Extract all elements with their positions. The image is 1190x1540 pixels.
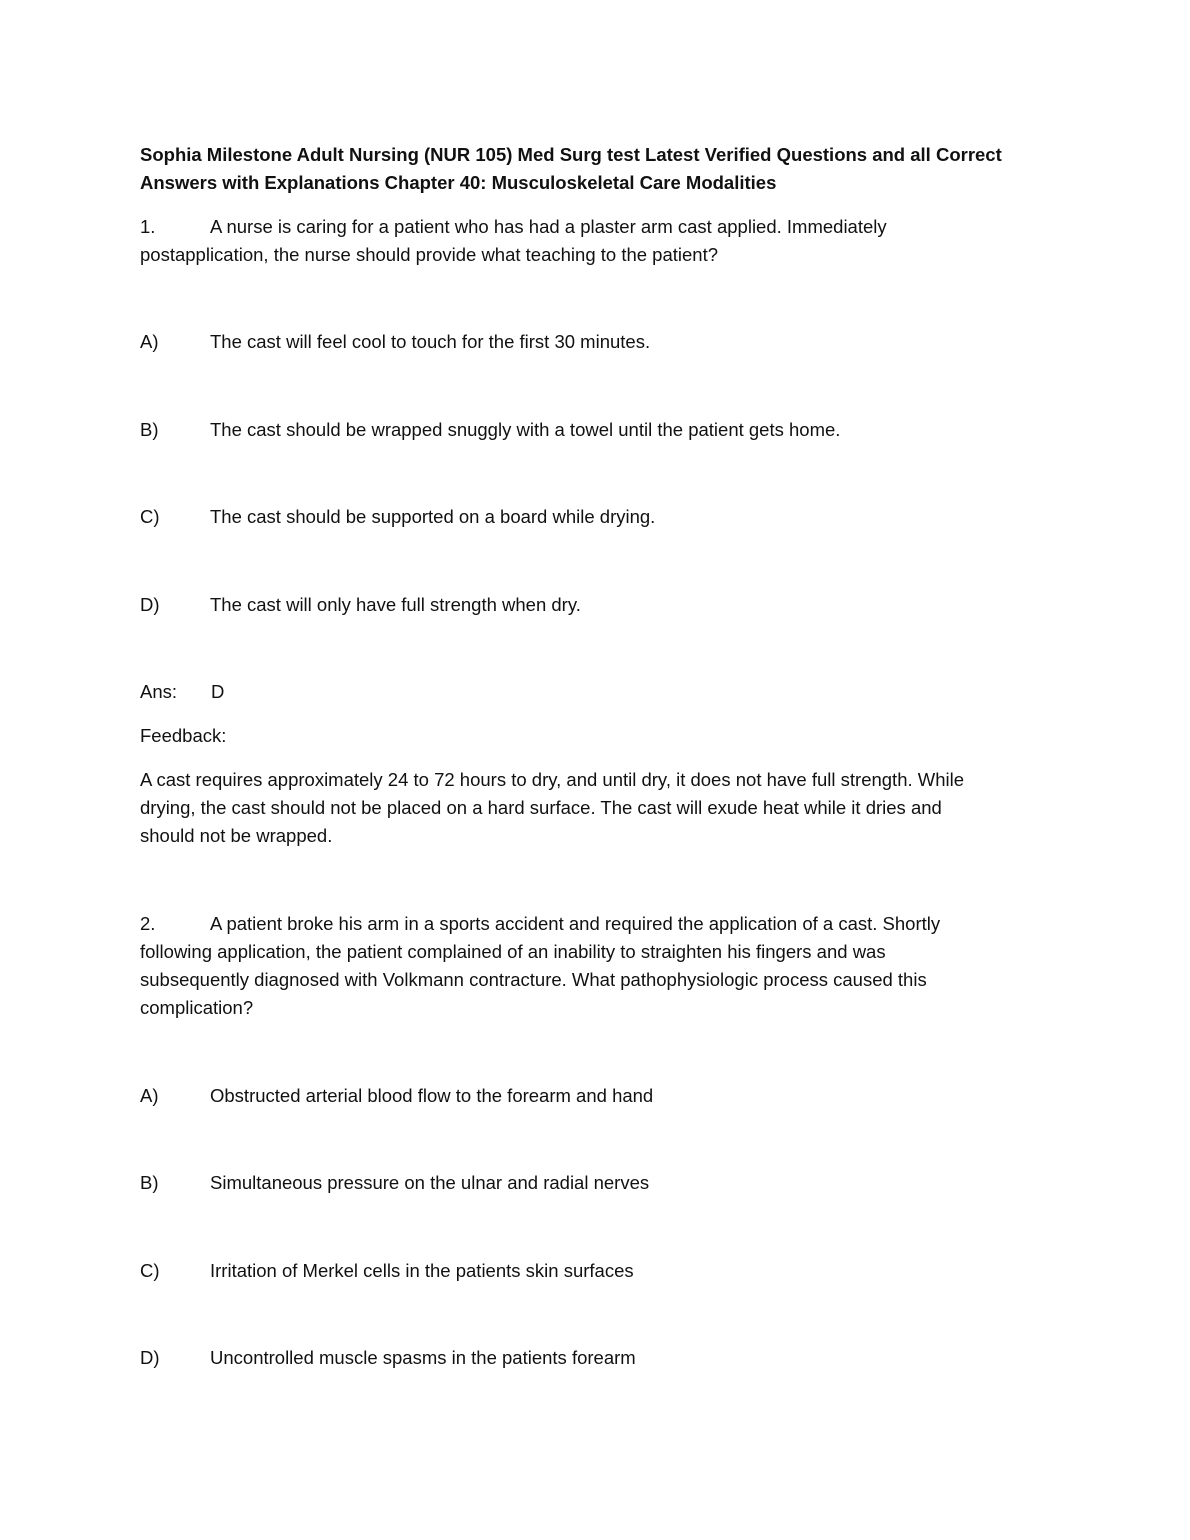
q1-answer-value: D <box>211 681 225 702</box>
q1-option-a <box>140 328 650 356</box>
q1-option-c-letter: C) <box>140 506 160 527</box>
q2-stem-text-1: A patient broke his arm in a sports accident and required the application of a cast. Shortly <box>210 913 941 934</box>
q1-option-c <box>140 503 655 531</box>
q2-option-a-text: Obstructed arterial blood flow to the forearm and hand <box>210 1085 654 1106</box>
q1-option-b-text: The cast should be wrapped snuggly with a towel until the patient gets home. <box>210 419 841 440</box>
q1-feedback-line-2: drying, the cast should not be placed on a hard surface. The cast will exude heat while it dries and <box>140 797 942 818</box>
q1-stem-line-2: postapplication, the nurse should provide what teaching to the patient? <box>140 244 719 265</box>
q1-option-b-letter: B) <box>140 419 159 440</box>
q2-option-d <box>140 1344 636 1372</box>
q1-stem-line-1 <box>140 213 887 241</box>
q2-option-c <box>140 1257 634 1285</box>
q1-feedback-label: Feedback: <box>140 725 227 746</box>
q1-option-b <box>140 416 840 444</box>
q2-option-b-letter: B) <box>140 1172 159 1193</box>
q2-option-a <box>140 1082 653 1110</box>
q1-feedback-line-3: should not be wrapped. <box>140 825 333 846</box>
q2-stem-line-3: subsequently diagnosed with Volkmann contracture. What pathophysiologic process caused this <box>140 969 927 990</box>
q2-option-d-letter: D) <box>140 1347 160 1368</box>
q1-option-c-text: The cast should be supported on a board while drying. <box>210 506 656 527</box>
q2-option-c-text: Irritation of Merkel cells in the patients skin surfaces <box>210 1260 634 1281</box>
q2-number: 2. <box>140 913 156 934</box>
q1-stem-text-1: A nurse is caring for a patient who has had a plaster arm cast applied. Immediately <box>210 216 887 237</box>
q1-option-d-text: The cast will only have full strength when dry. <box>210 594 581 615</box>
q2-option-b-text: Simultaneous pressure on the ulnar and radial nerves <box>210 1172 650 1193</box>
q1-number: 1. <box>140 216 156 237</box>
q1-answer <box>140 678 224 706</box>
q2-stem-line-2: following application, the patient complained of an inability to straighten his fingers and was <box>140 941 886 962</box>
document-title-line-2: Answers with Explanations Chapter 40: Musculoskeletal Care Modalities <box>140 172 777 193</box>
q1-option-d-letter: D) <box>140 594 160 615</box>
q1-option-a-letter: A) <box>140 331 159 352</box>
q2-option-a-letter: A) <box>140 1085 159 1106</box>
q2-stem-line-1 <box>140 910 940 938</box>
q2-option-b <box>140 1169 649 1197</box>
q1-option-a-text: The cast will feel cool to touch for the first 30 minutes. <box>210 331 651 352</box>
q1-answer-label: Ans: <box>140 681 178 702</box>
q2-stem-line-4: complication? <box>140 997 254 1018</box>
q2-option-d-text: Uncontrolled muscle spasms in the patients forearm <box>210 1347 636 1368</box>
q1-feedback-line-1: A cast requires approximately 24 to 72 hours to dry, and until dry, it does not have full strength. While <box>140 769 965 790</box>
q2-option-c-letter: C) <box>140 1260 160 1281</box>
document-title-line-1: Sophia Milestone Adult Nursing (NUR 105) Med Surg test Latest Verified Questions and all Correct <box>140 144 1002 165</box>
q1-option-d <box>140 591 581 619</box>
